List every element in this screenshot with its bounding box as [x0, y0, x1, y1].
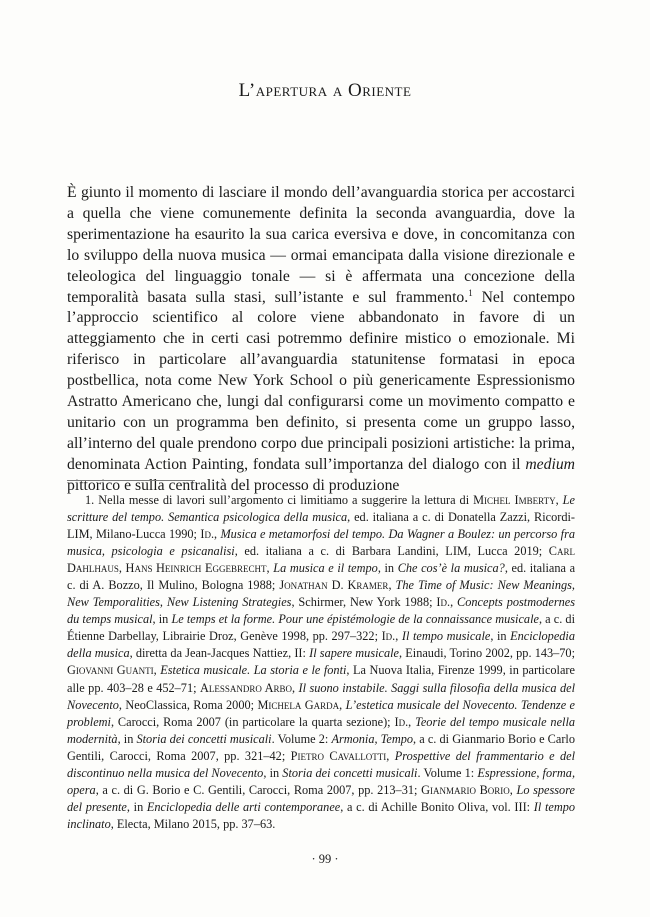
footnote-text: . Volume 1: — [417, 765, 475, 780]
footnote-author: Pietro Cavallotti — [290, 748, 387, 763]
body-text-part-3: pittorico e sulla centralità del processo di produzione — [67, 476, 400, 494]
footnote-text: , in — [263, 765, 280, 780]
footnote-title: Prospettive del frammentario e del discontinuo nella musica del Novecento — [67, 748, 576, 780]
footnote-author: Jonathan D. Kramer — [279, 578, 389, 593]
footnote-text: . Volume 2: — [271, 731, 329, 746]
footnote-text: , NeoClassica, Roma 2000; — [118, 697, 255, 712]
footnote-title: Le temps et la forme. Pour une épistémologie de la connaissance musicale — [171, 612, 539, 627]
footnote-author: Michel Imberty — [473, 493, 556, 507]
footnote-title: La musica e il tempo — [273, 561, 378, 576]
footnote-text: , in — [152, 612, 169, 627]
footnote-text: , ed. italiana a c. di Donatella Zazzi, Ricordi-LIM, Milano-Lucca 1990; — [67, 510, 575, 542]
footnote-title: Il suono instabile. Saggi sulla filosofia della musica del Novecento — [67, 680, 575, 712]
footnote-title: Enciclopedia della musica — [67, 629, 576, 661]
footnote-title: Espressione, forma, opera — [67, 765, 576, 797]
footnote-text: , ed. italiana a c. di Barbara Landini, LIM, Lucca 2019; — [234, 544, 543, 559]
footnote-title: Il sapere musicale — [309, 646, 400, 661]
footnote-title: Estetica musicale. La storia e le fonti — [160, 663, 347, 678]
footnote-text: , Einaudi, Torino 2002, pp. 143–70; — [399, 646, 576, 661]
footnote-text: , in — [490, 629, 507, 644]
footnote-title: Che cos’è la musica? — [397, 561, 505, 576]
footnote-author: Carl Dahlhaus, Hans Heinrich Eggebrecht — [67, 544, 575, 576]
footnote-author: Id. — [394, 714, 409, 729]
footnote-1: 1. Nella messe di lavori sull’argomento ci limitiamo a suggerire la lettura di Michel Imberty, Le scritture del tempo. Semantica psicologica della musica, ed. italiana a c. di Donatella Zazzi, Ricordi-LIM, Milano-Lucca 1990; Id., Musica e metamorfosi del tempo. Da Wagner a Boulez: un percorso fra musica, psicologia e psicanalisi, ed. italiana a c. di Barbara Landini, LIM, Lucca 2019; Carl Dahlhaus, Hans Heinrich Eggebrecht, La musica e il tempo, in Che cos’è la musica?, ed. italiana a c. di A. Bozzo, Il Mulino, Bologna 1988; Jonathan D. Kramer, The Time of Music: New Meanings, New Temporalities, New Listening Strategies, Schirmer, New York 1988; Id., Concepts postmodernes du temps musical, in Le temps et la forme. Pour une épistémologie de la connaissance musicale, a c. di Étienne Darbellay, Librairie Droz, Genève 1998, pp. 297–322; Id., Il tempo musicale, in Enciclopedia della musica, diretta da Jean-Jacques Nattiez, II: Il sapere musicale, Einaudi, Torino 2002, pp. 143–70; Giovanni Guanti, Estetica musicale. La storia e le fonti, La Nuova Italia, Firenze 1999, in particolare alle pp. 403–28 e 452–71; Alessandro Arbo, Il suono instabile. Saggi sulla filosofia della musica del Novecento, NeoClassica, Roma 2000; Michela Garda, L’estetica musicale del Novecento. Tendenze e problemi, Carocci, Roma 2007 (in particolare la quarta sezione); Id., Teorie del tempo musicale nella modernità, in Storia dei concetti musicali. Volume 2: Armonia, Tempo, a c. di Gianmario Borio e Carlo Gentili, Carocci, Roma 2007, pp. 321–42; Pietro Cavallotti, Prospettive del frammentario e del discontinuo nella musica del Novecento, in Storia dei concetti musicali. Volume 1: Espressione, forma, opera, a c. di G. Borio e C. Gentili, Carocci, Roma 2007, pp. 213–31; Gianmario Borio, Lo spessore del presente, in Enciclopedia delle arti contemporanee, a c. di Achille Bonito Oliva, vol. III: Il tempo inclinato, Electa, Milano 2015, pp. 37–63. — [67, 493, 576, 831]
footnote-author: Id. — [200, 527, 215, 542]
footnote-title: Lo spessore del presente — [67, 782, 575, 814]
footnote-title: L’estetica musicale del Novecento. Tendenze e problemi — [67, 697, 575, 729]
footnote-author: Michela Garda — [257, 697, 340, 712]
page-number: · 99 · — [311, 852, 339, 866]
footnote-title: Il tempo inclinato — [67, 799, 575, 831]
footnote-author: Alessandro Arbo — [199, 680, 292, 695]
footnote-title: Storia dei concetti musicali — [282, 765, 418, 780]
body-paragraph — [67, 183, 575, 497]
body-text-part-1: È giunto il momento di lasciare il mondo dell’avanguardia storica per accostarci a quella che viene comunemente definita la seconda avanguardia, dove la sperimentazione ha esaurito la sua carica eversiva e dove, in concomitanza con lo sviluppo della nuova musica — ormai emancipata dalla visione direzionale e teleologica del linguaggio tonale — si è affermata una concezione della temporalità basata sulla stasi, sull’istante e sul frammento. — [67, 184, 575, 306]
footnote-title: The Time of Music: New Meanings, New Temporalities, New Listening Strategies — [67, 578, 575, 610]
footnote-text: , diretta da Jean-Jacques Nattiez, II: — [129, 646, 306, 661]
footnote-title: Storia dei concetti musicali — [136, 731, 272, 746]
footnote-text: , Schirmer, New York 1988; — [291, 595, 433, 610]
footnote-title: Il tempo musicale — [401, 629, 491, 644]
footnote-author: Giovanni Guanti — [67, 663, 154, 678]
body-text-part-2: Nel contempo l’approccio scientifico al colore viene abbandonato in favore di un atteggiamento che in certi casi potremmo definire mistico o emozionale. Mi riferisco in particolare all’avanguardia statunitense formatasi in epoca postbellica, nota come New York School o più genericamente Espressionismo Astratto Americano che, lungi dal configurarsi come un movimento compatto e unitario con un programma ben definito, si presenta come un gruppo lasso, all’interno del quale prendono corpo due principali posizioni artistiche: la prima, denominata Action Painting, fondata sull’importanza del dialogo con il — [67, 288, 575, 473]
footnote-text: , Carocci, Roma 2007 (in particolare la quarta sezione); — [110, 714, 391, 729]
footnote-title: Teorie del tempo musicale nella modernità — [67, 714, 576, 746]
footnote-title: Le scritture del tempo. Semantica psicologica della musica — [67, 493, 575, 525]
footnote-title: Concepts postmodernes du temps musical — [67, 595, 576, 627]
footnote-text: , a c. di Étienne Darbellay, Librairie Droz, Genève 1998, pp. 297–322; — [67, 612, 575, 644]
footnote-text: , in — [377, 561, 395, 576]
footnote-title: Enciclopedia delle arti contemporanee — [146, 799, 341, 814]
body-italic-term: medium — [525, 455, 575, 473]
footnote-text: Nella messe di lavori sull’argomento ci limitiamo a suggerire la lettura di — [98, 493, 470, 507]
footnote-title: Armonia, Tempo — [331, 731, 414, 746]
footnote-text: , Electa, Milano 2015, pp. 37–63. — [110, 816, 276, 831]
footnote-text: , a c. di Achille Bonito Oliva, vol. III: — [340, 799, 531, 814]
footnote-text: , in — [117, 731, 134, 746]
footnote-text: , a c. di Gianmario Borio e Carlo Gentili, Carocci, Roma 2007, pp. 321–42; — [67, 731, 575, 763]
footnote-text: , La Nuova Italia, Firenze 1999, in particolare alle pp. 403–28 e 452–71; — [67, 663, 575, 695]
footnote-author: Id. — [381, 629, 396, 644]
footnote-reference[interactable]: 1 — [468, 287, 473, 298]
footnote-title: Musica e metamorfosi del tempo. Da Wagner a Boulez: un percorso fra musica, psicologia e psicanalisi — [67, 527, 575, 559]
footnote-author: Gianmario Borio — [421, 782, 510, 797]
footnote-text: , in — [126, 799, 144, 814]
footnote-separator — [67, 480, 195, 481]
footnote-text: , a c. di G. Borio e C. Gentili, Carocci, Roma 2007, pp. 213–31; — [95, 782, 418, 797]
footnote-author: Id. — [436, 595, 451, 610]
footnote-text: , ed. italiana a c. di A. Bozzo, Il Mulino, Bologna 1988; — [67, 561, 576, 593]
chapter-title: L’apertura a Oriente — [238, 80, 412, 101]
footnote-number: 1. — [85, 493, 95, 507]
